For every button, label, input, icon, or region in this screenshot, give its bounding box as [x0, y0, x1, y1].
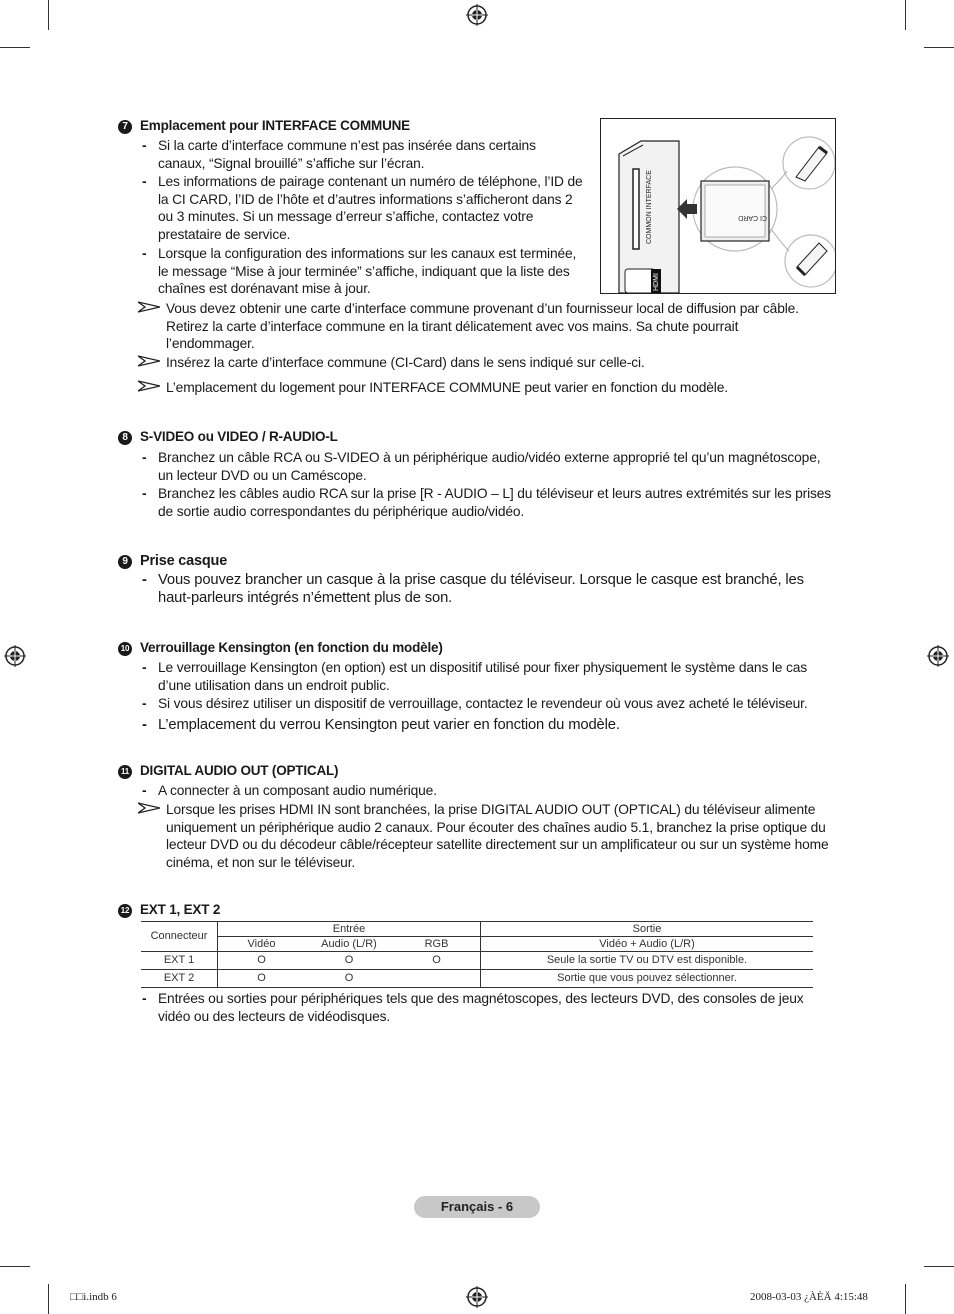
list-item-text: Le verrouillage Kensington (en option) est un dispositif utilisé pour fixer physiquement le système dans le cas d’une utilisation dans un endroit public. [158, 660, 808, 693]
list-item: - Vous pouvez brancher un casque à la prise casque du téléviseur. Lorsque le casque est branché, les haut-parleurs intégrés n’émettent plus de son. [142, 572, 804, 606]
list-item-text: A connecter à un composant audio numérique. [158, 783, 437, 798]
section-7-title [118, 118, 410, 134]
list-item-text: Lorsque la configuration des informations sur les canaux est terminée, le message “Mise à jour terminée” s’affiche, indiquant que la liste des chaînes est dorénavant mise à jour. [158, 246, 577, 296]
list-item: - Si vous désirez utiliser un dispositif de verrouillage, contactez le revendeur où vous avez acheté le téléviseur. [142, 696, 808, 711]
section-12-title [118, 902, 220, 918]
crop-mark [0, 1266, 30, 1267]
table-header-entree: Entrée [218, 922, 481, 937]
registration-mark-icon [927, 645, 949, 667]
section-number-badge: 8 [118, 431, 132, 445]
section-11-title [118, 763, 338, 779]
ci-card-figure [600, 118, 836, 294]
list-item-text: Branchez un câble RCA ou S-VIDEO à un périphérique audio/vidéo externe approprié tel qu’un magnétoscope, un lecteur DVD ou un Caméscope. [158, 450, 821, 483]
list-item: - Le verrouillage Kensington (en option) est un dispositif utilisé pour fixer physiquement le système dans le cas d’une utilisation dans un endroit public. [142, 660, 808, 693]
note-arrow-icon [138, 380, 160, 392]
registration-mark-icon [466, 4, 488, 26]
card-label: CI CARD [738, 214, 767, 221]
note [166, 300, 806, 353]
table-cell: O [344, 954, 354, 966]
note-arrow-icon [138, 355, 160, 367]
table-cell: Seule la sortie TV ou DTV est disponible. [481, 952, 814, 970]
table-cell: O [432, 954, 441, 966]
table-header-sortie-sub: Vidéo + Audio (L/R) [481, 937, 814, 952]
table-row [141, 970, 813, 988]
section-8-title [118, 429, 338, 445]
list-item-text: L’emplacement du verrou Kensington peut varier en fonction du modèle. [158, 717, 620, 733]
table-header-connecteur: Connecteur [141, 922, 218, 952]
note [166, 379, 826, 397]
note [166, 354, 826, 372]
table-cell: O [218, 970, 306, 988]
list-item: - Lorsque la configuration des informations sur les canaux est terminée, le message “Mise à jour terminée” s’affiche, indiquant que la liste des chaînes est dorénavant mise à jour. [142, 246, 577, 296]
list-item-text: Vous pouvez brancher un casque à la prise casque du téléviseur. Lorsque le casque est branché, les haut-parleurs intégrés n’émettent plus de son. [158, 572, 804, 606]
list-item: - Branchez les câbles audio RCA sur la prise [R - AUDIO – L] du téléviseur et leurs autres extrémités sur les prises de sortie audio correspondantes du périphérique audio/vidéo. [142, 486, 832, 519]
section-heading: S-VIDEO ou VIDEO / R-AUDIO-L [140, 429, 338, 444]
table-header-video: Vidéo [218, 937, 306, 952]
table-cell: Sortie que vous pouvez sélectionner. [481, 970, 814, 988]
crop-mark [48, 0, 49, 30]
note-text: Insérez la carte d’interface commune (CI-Card) dans le sens indiqué sur celle-ci. [166, 355, 645, 370]
section-heading: Prise casque [140, 553, 228, 569]
table-cell: EXT 1 [163, 954, 195, 966]
crop-mark [48, 1284, 49, 1314]
table-cell: EXT 2 [163, 972, 195, 984]
registration-mark-icon [466, 1286, 488, 1308]
list-item-text: Les informations de pairage contenant un numéro de téléphone, l’ID de la CI CARD, l’ID de l’hôte et d’autres informations s’afficheront dans 2 ou 3 minutes. Si un message d’erreur s’affiche, contactez votre prestataire de service. [158, 174, 583, 242]
print-timestamp: 2008-03-03 ¿ÀÈÄ 4:15:48 [750, 1291, 868, 1303]
crop-mark [924, 1266, 954, 1267]
table-header-rgb: RGB [424, 937, 449, 950]
list-item-text: Entrées ou sorties pour périphériques tels que des magnétoscopes, des lecteurs DVD, des consoles de jeux vidéo ou des lecteurs de vidéodisques. [158, 991, 804, 1024]
crop-mark [924, 47, 954, 48]
note-arrow-icon [138, 301, 160, 313]
section-number-badge: 10 [118, 642, 132, 656]
note-arrow-icon [138, 802, 160, 814]
list-item: - Si la carte d’interface commune n’est pas insérée dans certains canaux, “Signal brouillé” s’affiche sur l’écran. [142, 138, 536, 171]
table-cell: O [218, 952, 306, 970]
list-item: - Les informations de pairage contenant un numéro de téléphone, l’ID de la CI CARD, l’ID de l’hôte et d’autres informations s’afficheront dans 2 ou 3 minutes. Si un message d’erreur s’affiche, contactez votre prestataire de service. [142, 174, 583, 242]
ext-connector-table [141, 921, 813, 988]
list-item-text: Si vous désirez utiliser un dispositif de verrouillage, contactez le revendeur où vous avez acheté le téléviseur. [158, 696, 808, 711]
note-text: Vous devez obtenir une carte d’interface commune provenant d’un fournisseur local de diffusion par câble. Retirez la carte d’interface commune en la tirant délicatement avec vos mains. Sa chute pourrait l’endommager. [166, 301, 799, 351]
note-text: L’emplacement du logement pour INTERFACE COMMUNE peut varier en fonction du modèle. [166, 380, 728, 395]
section-heading: Verrouillage Kensington (en fonction du modèle) [140, 640, 443, 655]
section-heading: Emplacement pour INTERFACE COMMUNE [140, 118, 410, 133]
table-row [141, 952, 813, 970]
section-number-badge: 11 [118, 765, 132, 779]
section-number-badge: 7 [118, 120, 132, 134]
table-header-sortie: Sortie [481, 922, 814, 937]
note-text: Lorsque les prises HDMI IN sont branchées, la prise DIGITAL AUDIO OUT (OPTICAL) du téléviseur alimente uniquement un périphérique audio 2 canaux. Pour écouter des chaînes audio 5.1, branchez la prise optique du lecteur DVD ou du décodeur câble/récepteur satellite directement sur un amplificateur ou sur un système home cinéma, et non sur le téléviseur. [166, 802, 829, 870]
file-info: □□i.indb 6 [70, 1291, 117, 1303]
list-item-text: Si la carte d’interface commune n’est pas insérée dans certains canaux, “Signal brouillé” s’affiche sur l’écran. [158, 138, 536, 171]
section-number-badge: 12 [118, 904, 132, 918]
registration-mark-icon [4, 645, 26, 667]
crop-mark [905, 0, 906, 30]
section-heading: DIGITAL AUDIO OUT (OPTICAL) [140, 763, 339, 778]
side-label: HDMI [653, 273, 660, 291]
list-item: - L’emplacement du verrou Kensington peut varier en fonction du modèle. [142, 717, 620, 733]
ci-card-illustration [601, 119, 835, 293]
section-10-title [118, 640, 443, 656]
list-item: - Branchez un câble RCA ou S-VIDEO à un périphérique audio/vidéo externe approprié tel qu’un magnétoscope, un lecteur DVD ou un Caméscope. [142, 450, 821, 483]
crop-mark [0, 47, 30, 48]
list-item: - Entrées ou sorties pour périphériques tels que des magnétoscopes, des lecteurs DVD, des consoles de jeux vidéo ou des lecteurs de vidéodisques. [142, 991, 804, 1024]
note [166, 801, 838, 871]
table-header-audio: Audio (L/R) [321, 937, 377, 950]
section-9-title [118, 553, 227, 569]
table-cell [393, 970, 481, 988]
section-heading: EXT 1, EXT 2 [140, 902, 221, 917]
slot-label: COMMON INTERFACE [646, 170, 653, 244]
section-number-badge: 9 [118, 555, 132, 569]
list-item-text: Branchez les câbles audio RCA sur la prise [R - AUDIO – L] du téléviseur et leurs autres extrémités sur les prises de sortie audio correspondantes du périphérique audio/vidéo. [158, 486, 832, 519]
page-number-badge: Français - 6 [414, 1196, 540, 1218]
list-item: - A connecter à un composant audio numérique. [142, 783, 437, 798]
crop-mark [905, 1284, 906, 1314]
table-cell: O [344, 972, 354, 984]
